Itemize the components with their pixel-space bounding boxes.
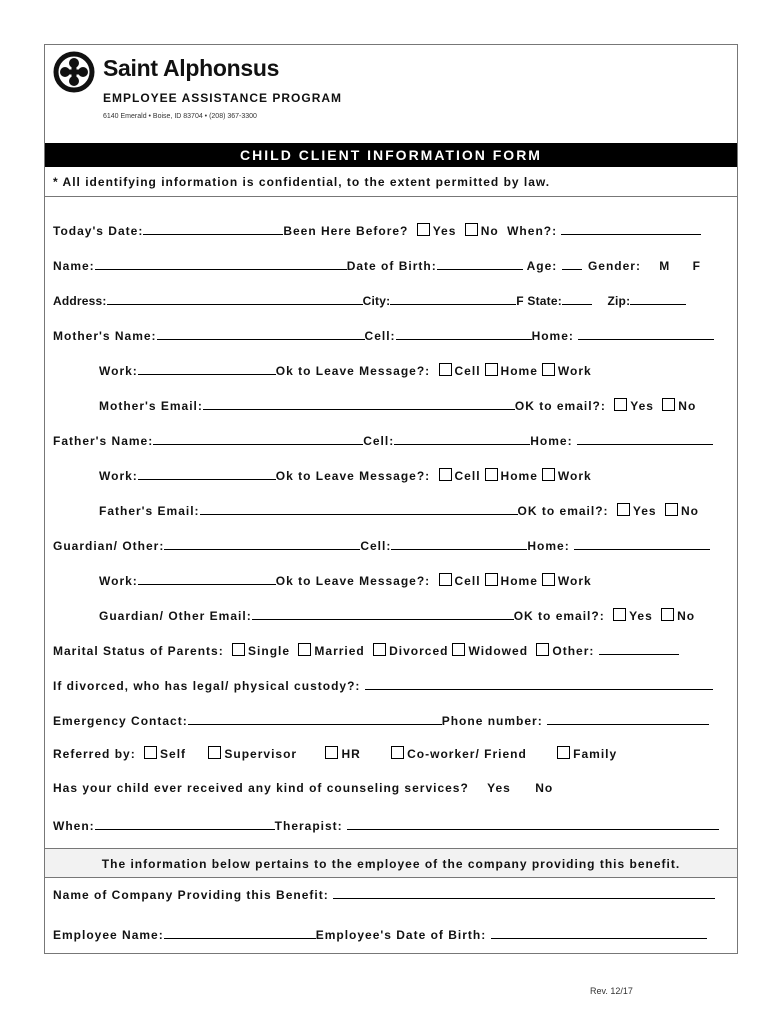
mother-msg-work-label: Work — [557, 364, 592, 378]
father-msg-cell-label: Cell — [454, 469, 481, 483]
counseling-label: Has your child ever received any kind of counseling services? — [53, 781, 469, 795]
mother-msg-cell-label: Cell — [454, 364, 481, 378]
father-msg-home-checkbox[interactable] — [485, 468, 498, 481]
guardian-msg-work-label: Work — [557, 574, 592, 588]
guardian-field[interactable] — [164, 536, 360, 550]
f-char: F — [516, 294, 524, 308]
supervisor-label: Supervisor — [224, 747, 298, 761]
therapist-label: Therapist: — [274, 819, 343, 833]
guardian-msg-cell-label: Cell — [454, 574, 481, 588]
phone-label: Phone number: — [441, 714, 543, 728]
divorced-label: Divorced — [389, 644, 449, 658]
custody-label: If divorced, who has legal/ physical custody?: — [53, 679, 361, 693]
row-mothers-name — [53, 326, 714, 344]
age-label: Age: — [526, 259, 558, 273]
mother-email-yes-label: Yes — [630, 399, 654, 413]
been-here-no-checkbox[interactable] — [465, 223, 478, 236]
father-ok-email-label: OK to email?: — [517, 504, 609, 518]
mothers-email-field[interactable] — [203, 396, 515, 410]
mother-email-no-label: No — [678, 399, 697, 413]
widowed-label: Widowed — [468, 644, 529, 658]
row-guardian-email — [99, 606, 695, 624]
guardian-label: Guardian/ Other: — [53, 539, 165, 553]
guardian-home-label: Home: — [527, 539, 570, 553]
fathers-email-label: Father's Email: — [99, 504, 200, 518]
counseling-yes-option[interactable]: Yes — [487, 781, 511, 795]
brand-name: Saint Alphonsus — [103, 55, 280, 81]
mother-ok-leave-label: Ok to Leave Message?: — [275, 364, 431, 378]
mothers-name-field[interactable] — [157, 326, 365, 340]
self-label: Self — [160, 747, 187, 761]
father-email-no-checkbox[interactable] — [665, 503, 678, 516]
father-msg-home-label: Home — [500, 469, 538, 483]
guardian-email-yes-checkbox[interactable] — [613, 608, 626, 621]
confidentiality-note: * All identifying information is confidential, to the extent permitted by law. — [45, 167, 737, 197]
family-checkbox[interactable] — [557, 746, 570, 759]
child-client-form — [44, 44, 738, 954]
when-field[interactable] — [95, 816, 275, 830]
form-title: CHILD CLIENT INFORMATION FORM — [45, 143, 737, 167]
when-q-label: When?: — [507, 224, 558, 238]
row-when-therapist — [53, 816, 719, 834]
employee-section-note: The information below pertains to the employee of the company providing this benefit. — [45, 848, 737, 878]
row-employee — [53, 925, 707, 943]
guardian-msg-home-checkbox[interactable] — [485, 573, 498, 586]
when-q-field[interactable] — [561, 221, 701, 235]
therapist-field[interactable] — [347, 816, 719, 830]
row-father-work — [99, 466, 592, 484]
dob-field[interactable] — [437, 256, 523, 270]
mother-cell-field[interactable] — [396, 326, 532, 340]
coworker-checkbox[interactable] — [391, 746, 404, 759]
guardian-cell-label: Cell: — [360, 539, 392, 553]
single-checkbox[interactable] — [232, 643, 245, 656]
todays-date-label: Today's Date: — [53, 224, 144, 238]
other-checkbox[interactable] — [536, 643, 549, 656]
married-checkbox[interactable] — [298, 643, 311, 656]
zip-field[interactable] — [630, 291, 686, 305]
employee-field[interactable] — [164, 925, 316, 939]
fathers-name-label: Father's Name: — [53, 434, 154, 448]
when-label: When: — [53, 819, 95, 833]
header — [45, 45, 737, 141]
mother-home-field[interactable] — [578, 326, 714, 340]
guardian-ok-email-label: OK to email?: — [513, 609, 605, 623]
father-home-label: Home: — [530, 434, 573, 448]
row-referred-by — [53, 746, 617, 764]
row-emergency — [53, 711, 709, 729]
guardian-email-yes-label: Yes — [629, 609, 653, 623]
revision-note: Rev. 12/17 — [590, 986, 633, 996]
phone-field[interactable] — [547, 711, 709, 725]
father-email-yes-label: Yes — [632, 504, 657, 518]
zip-label: Zip: — [607, 294, 631, 308]
mother-msg-work-checkbox[interactable] — [542, 363, 555, 376]
todays-date-field[interactable] — [143, 221, 283, 235]
program-address: 6140 Emerald • Boise, ID 83704 • (208) 367-3300 — [103, 113, 257, 120]
row-mother-email — [99, 396, 696, 414]
guardian-email-no-label: No — [677, 609, 696, 623]
row-address — [53, 291, 686, 309]
single-label: Single — [248, 644, 291, 658]
row-name — [53, 256, 701, 274]
fathers-email-field[interactable] — [200, 501, 518, 515]
father-msg-cell-checkbox[interactable] — [439, 468, 452, 481]
supervisor-checkbox[interactable] — [208, 746, 221, 759]
hr-label: HR — [341, 747, 361, 761]
father-ok-leave-label: Ok to Leave Message?: — [275, 469, 431, 483]
row-mother-work — [99, 361, 592, 379]
row-custody — [53, 676, 713, 694]
gender-m-option[interactable]: M — [659, 259, 671, 273]
self-checkbox[interactable] — [144, 746, 157, 759]
other-field[interactable] — [599, 641, 679, 655]
company-field[interactable] — [333, 885, 715, 899]
emergency-label: Emergency Contact: — [53, 714, 188, 728]
guardian-msg-work-checkbox[interactable] — [542, 573, 555, 586]
family-label: Family — [573, 747, 618, 761]
father-work-field[interactable] — [138, 466, 276, 480]
city-label: City: — [362, 294, 391, 308]
fathers-name-field[interactable] — [153, 431, 363, 445]
guardian-msg-home-label: Home — [500, 574, 538, 588]
father-home-field[interactable] — [577, 431, 713, 445]
address-label: Address: — [53, 294, 107, 308]
address-field[interactable] — [107, 291, 363, 305]
row-marital-status — [53, 641, 679, 659]
guardian-cell-field[interactable] — [391, 536, 527, 550]
guardian-msg-cell-checkbox[interactable] — [439, 573, 452, 586]
married-label: Married — [314, 644, 365, 658]
father-email-no-label: No — [680, 504, 699, 518]
mother-ok-email-label: OK to email?: — [514, 399, 606, 413]
mother-email-no-checkbox[interactable] — [662, 398, 675, 411]
mothers-name-label: Mother's Name: — [53, 329, 157, 343]
guardian-work-field[interactable] — [138, 571, 276, 585]
saint-alphonsus-logo-icon — [53, 51, 95, 93]
employee-dob-field[interactable] — [491, 925, 707, 939]
row-guardian-work — [99, 571, 592, 589]
been-here-label: Been Here Before? — [283, 224, 409, 238]
father-msg-work-label: Work — [557, 469, 592, 483]
dob-label: Date of Birth: — [346, 259, 437, 273]
father-cell-field[interactable] — [394, 431, 530, 445]
counseling-no-option[interactable]: No — [535, 781, 554, 795]
row-fathers-name — [53, 431, 713, 449]
mother-msg-home-label: Home — [500, 364, 538, 378]
mothers-email-label: Mother's Email: — [99, 399, 203, 413]
widowed-checkbox[interactable] — [452, 643, 465, 656]
mother-msg-home-checkbox[interactable] — [485, 363, 498, 376]
state-field[interactable] — [562, 291, 592, 305]
been-here-yes-label: Yes — [432, 224, 457, 238]
referred-label: Referred by: — [53, 747, 136, 761]
row-counseling — [53, 781, 553, 799]
father-msg-work-checkbox[interactable] — [542, 468, 555, 481]
employee-label: Employee Name: — [53, 928, 164, 942]
mother-cell-label: Cell: — [364, 329, 396, 343]
row-company — [53, 885, 715, 903]
guardian-email-no-checkbox[interactable] — [661, 608, 674, 621]
employee-dob-label: Employee's Date of Birth: — [315, 928, 487, 942]
row-todays-date — [53, 221, 701, 239]
mother-msg-cell-checkbox[interactable] — [439, 363, 452, 376]
row-father-email — [99, 501, 699, 519]
state-label: State: — [527, 294, 562, 308]
name-field[interactable] — [95, 256, 347, 270]
father-work-label: Work: — [99, 469, 138, 483]
emergency-field[interactable] — [188, 711, 442, 725]
marital-label: Marital Status of Parents: — [53, 644, 224, 658]
hr-checkbox[interactable] — [325, 746, 338, 759]
mother-home-label: Home: — [531, 329, 574, 343]
gender-label: Gender: — [587, 259, 641, 273]
guardian-email-label: Guardian/ Other Email: — [99, 609, 252, 623]
mother-work-field[interactable] — [138, 361, 276, 375]
father-cell-label: Cell: — [363, 434, 395, 448]
guardian-ok-leave-label: Ok to Leave Message?: — [275, 574, 431, 588]
been-here-no-label: No — [480, 224, 499, 238]
mother-email-yes-checkbox[interactable] — [614, 398, 627, 411]
guardian-work-label: Work: — [99, 574, 138, 588]
name-label: Name: — [53, 259, 95, 273]
other-label: Other: — [552, 644, 595, 658]
gender-f-option[interactable]: F — [692, 259, 701, 273]
city-field[interactable] — [390, 291, 516, 305]
been-here-yes-checkbox[interactable] — [417, 223, 430, 236]
program-name: EMPLOYEE ASSISTANCE PROGRAM — [103, 91, 343, 105]
custody-field[interactable] — [365, 676, 713, 690]
divorced-checkbox[interactable] — [373, 643, 386, 656]
mother-work-label: Work: — [99, 364, 138, 378]
row-guardian — [53, 536, 710, 554]
coworker-label: Co-worker/ Friend — [407, 747, 527, 761]
guardian-home-field[interactable] — [574, 536, 710, 550]
guardian-email-field[interactable] — [252, 606, 514, 620]
age-field[interactable] — [562, 256, 582, 270]
company-label: Name of Company Providing this Benefit: — [53, 888, 329, 902]
father-email-yes-checkbox[interactable] — [617, 503, 630, 516]
